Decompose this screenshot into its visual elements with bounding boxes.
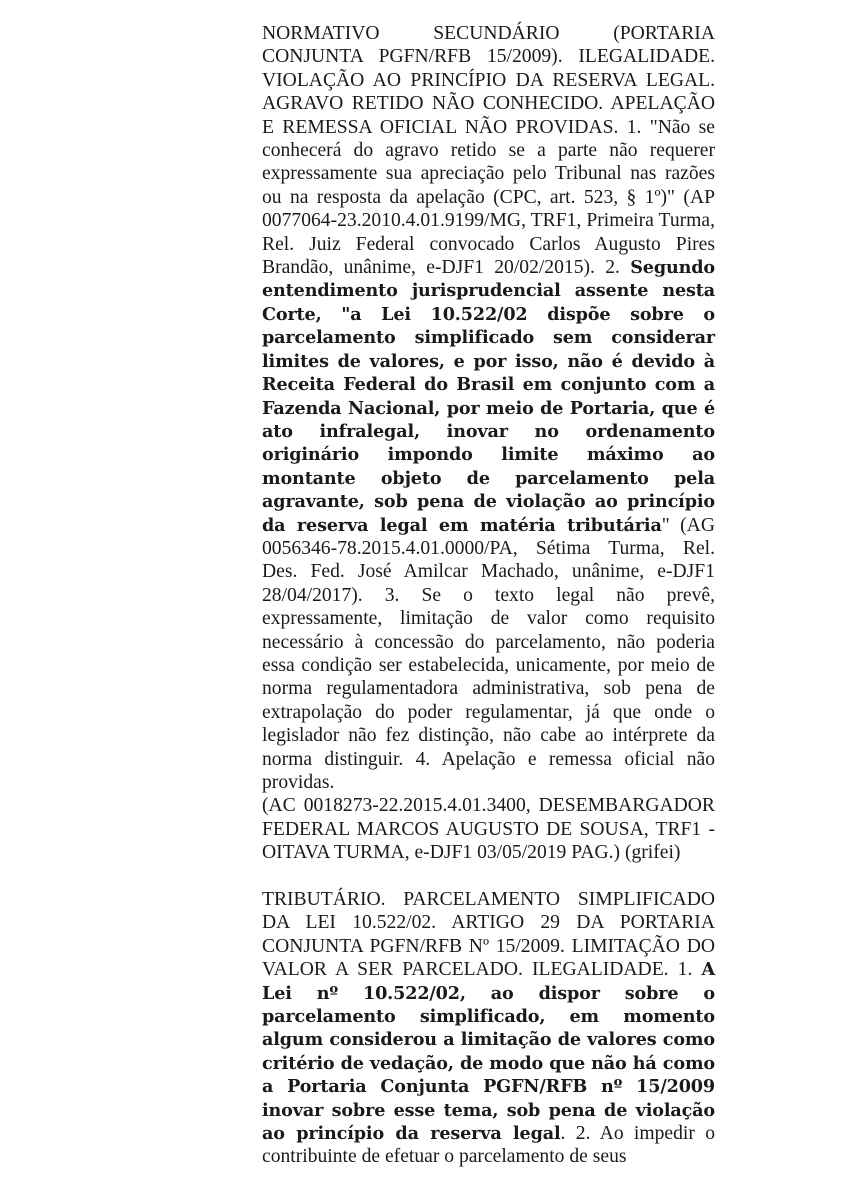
ementa-1-text: NORMATIVO SECUNDÁRIO (PORTARIA CONJUNTA PGFN/RFB 15/2009). ILEGALIDADE. VIOLAÇÃO AO PRINCÍPIO DA RESERVA LEGAL. AGRAVO RETIDO NÃO CONHECIDO. APELAÇÃO E REMESSA OFICIAL NÃO PROVIDAS. 1. "Não se conhecerá do agravo retido se a parte não requerer expressamente sua apreciação pelo Tribunal nas razões ou na resposta da apelação (CPC, art. 523, § 1º)" (AP 0077064-23.2010.4.01.9199/MG, TRF1, Primeira Turma, Rel. Juiz Federal convocado Carlos Augusto Pires Brandão, unânime, e-DJF1 20/02/2015). 2.	[262, 23, 715, 279]
ementa-2-text-continued: . 2. Ao impedir o contribuinte de efetuar o parcelamento de seus	[262, 1123, 715, 1168]
ementa-2-text: TRIBUTÁRIO. PARCELAMENTO SIMPLIFICADO DA LEI 10.522/02. ARTIGO 29 DA PORTARIA CONJUNTA PGFN/RFB Nº 15/2009. LIMITAÇÃO DO VALOR A SER PARCELADO. ILEGALIDADE. 1.	[262, 889, 715, 981]
document-page	[262, 22, 715, 1169]
paragraph-spacer	[262, 865, 715, 888]
ementa-1-citation: (AC 0018273-22.2015.4.01.3400, DESEMBARGADOR FEDERAL MARCOS AUGUSTO DE SOUSA, TRF1 - OITAVA TURMA, e-DJF1 03/05/2019 PAG.) (grifei)	[262, 795, 715, 864]
ementa-paragraph-2	[262, 888, 715, 1169]
ementa-2-highlight: A Lei nº 10.522/02, ao dispor sobre o parcelamento simplificado, em momento algum considerou a limitação de valores como critério de vedação, de modo que não há como a Portaria Conjunta PGFN/RFB nº 15/2009 inovar sobre esse tema, sob pena de violação ao princípio da reserva legal	[262, 959, 715, 1145]
ementa-paragraph-1	[262, 22, 715, 794]
ementa-1-text-continued: " (AG 0056346-78.2015.4.01.0000/PA, Sétima Turma, Rel. Des. Fed. José Amilcar Machado, unânime, e-DJF1 28/04/2017). 3. Se o texto legal não prevê, expressamente, limitação de valor como requisito necessário à concessão do parcelamento, não poderia essa condição ser estabelecida, unicamente, por meio de norma regulamentadora administrativa, sob pena de extrapolação do poder regulamentar, já que onde o legislador não fez distinção, não cabe ao intérprete da norma distinguir. 4. Apelação e remessa oficial não providas.	[262, 514, 715, 793]
ementa-1-highlight: Segundo entendimento jurisprudencial assente nesta Corte, "a Lei 10.522/02 dispõe sobre o parcelamento simplificado sem considerar limites de valores, e por isso, não é devido à Receita Federal do Brasil em conjunto com a Fazenda Nacional, por meio de Portaria, que é ato infralegal, inovar no ordenamento originário impondo limite máximo ao montante objeto de parcelamento pela agravante, sob pena de violação ao princípio da reserva legal em matéria tributária	[262, 257, 715, 536]
